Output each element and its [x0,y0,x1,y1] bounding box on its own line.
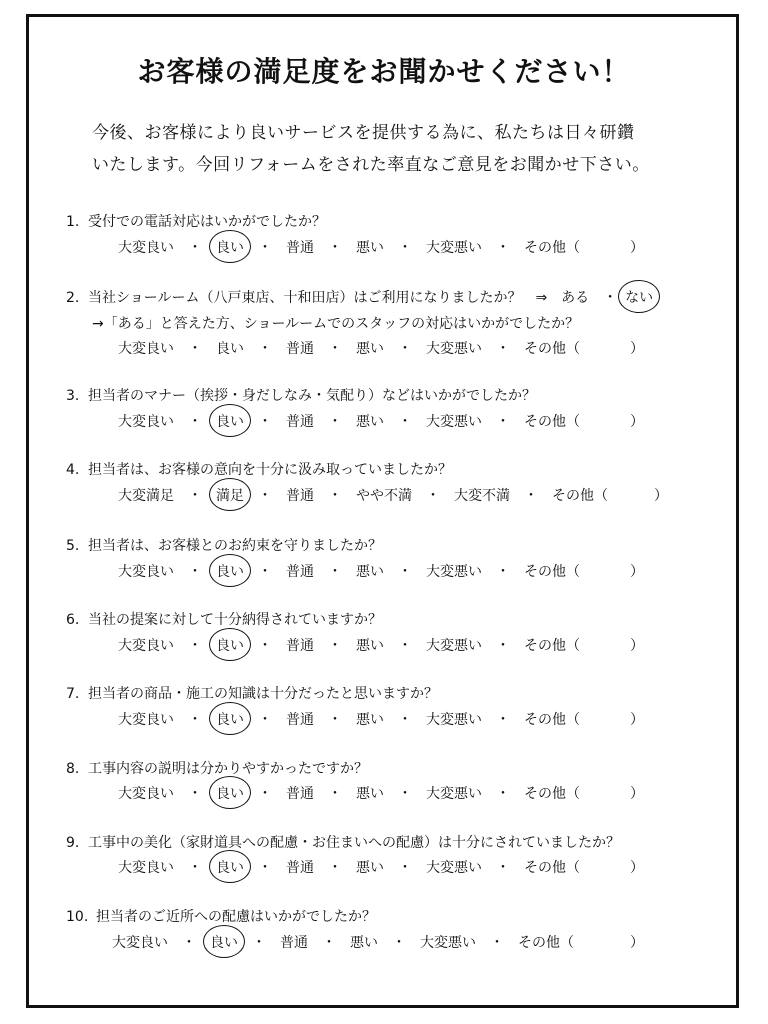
separator: ・ [252,935,266,951]
answer-option[interactable]: 悪い [356,638,384,654]
separator: ・ [398,786,412,802]
separator: ・ [258,786,272,802]
close-paren: ） [630,638,644,654]
question-6 [66,609,382,629]
answer-option[interactable]: 悪い [356,786,384,802]
separator: ・ [398,414,412,430]
question-number: 10. [66,909,89,925]
separator: ・ [188,240,202,256]
answer-option[interactable]: 大変良い [118,638,174,654]
answer-option[interactable]: 大変良い [118,786,174,802]
answer-option[interactable]: やや不満 [356,488,412,504]
question-number: 9. [66,835,80,851]
answer-option[interactable]: 大変良い [112,935,168,951]
answer-option[interactable]: 普通 [286,786,314,802]
question-text: 担当者のご近所への配慮はいかがでしたか？ [96,909,376,925]
answer-options [118,338,580,358]
separator: ・ [398,564,412,580]
question-9 [66,832,620,852]
separator: ・ [322,935,336,951]
answer-option[interactable]: 普通 [286,712,314,728]
answer-option[interactable]: その他（ [518,935,574,951]
answer-option[interactable]: その他（ [524,414,580,430]
answer-option[interactable]: 大変悪い [426,638,482,654]
separator: ・ [398,712,412,728]
answer-option[interactable]: 大変満足 [118,488,174,504]
separator: ・ [490,935,504,951]
answer-option[interactable]: その他（ [524,712,580,728]
answer-option[interactable]: 大変良い [118,414,174,430]
intro-line-1: 今後、お客様により良いサービスを提供する為に、私たちは日々研鑽 [92,123,635,143]
answer-options [118,635,580,655]
close-paren: ） [630,712,644,728]
answer-options [112,932,574,952]
separator: ・ [328,638,342,654]
question-text: 当社の提案に対して十分納得されていますか？ [88,612,382,628]
answer-option[interactable]: その他（ [524,860,580,876]
question-number: 5. [66,538,80,554]
separator: ・ [496,786,510,802]
question-text: 当社ショールーム（八戸東店、十和田店）はご利用になりましたか？ ⇒ ある ・ [88,290,618,306]
answer-options [118,411,580,431]
close-paren: ） [630,860,644,876]
question-followup: →「ある」と答えた方、ショールームでのスタッフの対応はいかがでしたか？ [92,316,580,332]
question-number: 3. [66,388,80,404]
close-paren: ） [630,414,644,430]
answer-options [118,561,580,581]
answer-option[interactable]: 普通 [286,240,314,256]
answer-option[interactable]: 普通 [280,935,308,951]
answer-option-selected[interactable]: 良い [216,635,244,655]
answer-option-selected[interactable]: 良い [210,932,238,952]
answer-option-selected[interactable]: 良い [216,237,244,257]
question-number: 4. [66,462,80,478]
answer-option[interactable]: 悪い [356,564,384,580]
separator: ・ [496,860,510,876]
question-text: 担当者の商品・施工の知識は十分だったと思いますか？ [88,686,438,702]
separator: ・ [426,488,440,504]
close-paren: ） [654,488,668,504]
answer-option[interactable]: 大変不満 [454,488,510,504]
answer-option[interactable]: 悪い [356,240,384,256]
separator: ・ [328,341,342,357]
answer-option[interactable]: 大変悪い [420,935,476,951]
close-paren: ） [630,564,644,580]
answer-option[interactable]: 大変良い [118,240,174,256]
question-5 [66,535,382,555]
question-number: 7. [66,686,80,702]
answer-option[interactable]: 普通 [286,488,314,504]
question-text: 担当者のマナー（挨拶・身だしなみ・気配り）などはいかがでしたか？ [88,388,536,404]
answer-option[interactable]: その他（ [524,564,580,580]
separator: ・ [258,860,272,876]
separator: ・ [258,564,272,580]
separator: ・ [496,414,510,430]
separator: ・ [398,860,412,876]
separator: ・ [496,240,510,256]
question-number: 6. [66,612,80,628]
answer-option[interactable]: 大変悪い [426,341,482,357]
answer-options [118,485,608,505]
question-8 [66,758,368,778]
separator: ・ [258,638,272,654]
answer-option[interactable]: その他（ [524,786,580,802]
answer-option[interactable]: 悪い [356,712,384,728]
separator: ・ [328,488,342,504]
answer-option-selected[interactable]: 良い [216,783,244,803]
answer-option[interactable]: 悪い [350,935,378,951]
separator: ・ [524,488,538,504]
separator: ・ [328,240,342,256]
separator: ・ [258,240,272,256]
answer-option-selected[interactable]: 良い [216,857,244,877]
separator: ・ [398,341,412,357]
separator: ・ [258,488,272,504]
answer-option[interactable]: 普通 [286,414,314,430]
answer-options [118,709,580,729]
answer-option[interactable]: 大変良い [118,564,174,580]
separator: ・ [496,638,510,654]
question-10 [66,906,376,926]
answer-option[interactable]: 大変悪い [426,860,482,876]
close-paren: ） [630,935,644,951]
answer-option[interactable]: 普通 [286,860,314,876]
answer-option[interactable]: 悪い [356,341,384,357]
question-4 [66,459,452,479]
separator: ・ [496,712,510,728]
answer-option[interactable]: 大変悪い [426,786,482,802]
answer-options [118,783,580,803]
answer-option-selected[interactable]: 良い [216,561,244,581]
close-paren: ） [630,240,644,256]
separator: ・ [328,786,342,802]
answer-option[interactable]: その他（ [552,488,608,504]
separator: ・ [328,712,342,728]
separator: ・ [188,488,202,504]
answer-option-selected[interactable]: 良い [216,709,244,729]
separator: ・ [398,638,412,654]
question-number: 1. [66,214,80,230]
answer-option[interactable]: 悪い [356,860,384,876]
answer-option-selected[interactable]: 満足 [216,485,244,505]
page-title: お客様の満足度をお聞かせください！ [137,55,631,88]
separator: ・ [328,564,342,580]
answer-option[interactable]: 大変悪い [426,712,482,728]
separator: ・ [188,860,202,876]
question-number: 2. [66,290,80,306]
answer-option[interactable]: 悪い [356,414,384,430]
answer-options [118,237,580,257]
intro-line-2: いたします。今回リフォームをされた率直なご意見をお聞かせ下さい。 [92,155,650,175]
answer-option[interactable]: 大変悪い [426,564,482,580]
separator: ・ [188,638,202,654]
question-3 [66,385,536,405]
answer-option[interactable]: 大変良い [118,341,174,357]
separator: ・ [328,860,342,876]
answer-option[interactable]: その他（ [524,341,580,357]
answer-option[interactable]: 良い [216,341,244,357]
separator: ・ [392,935,406,951]
answer-options [118,857,580,877]
separator: ・ [188,341,202,357]
separator: ・ [258,414,272,430]
close-paren: ） [630,341,644,357]
choice-selected[interactable]: ない [625,287,653,307]
question-text: 工事中の美化（家財道具への配慮・お住まいへの配慮）は十分にされていましたか？ [88,835,620,851]
separator: ・ [188,786,202,802]
separator: ・ [398,240,412,256]
separator: ・ [182,935,196,951]
question-text: 担当者は、お客様とのお約束を守りましたか？ [88,538,382,554]
answer-option[interactable]: 普通 [286,341,314,357]
separator: ・ [188,414,202,430]
answer-option[interactable]: 普通 [286,564,314,580]
separator: ・ [328,414,342,430]
separator: ・ [188,564,202,580]
answer-option[interactable]: 大変悪い [426,414,482,430]
answer-option[interactable]: その他（ [524,638,580,654]
answer-option[interactable]: 普通 [286,638,314,654]
question-text: 担当者は、お客様の意向を十分に汲み取っていましたか？ [88,462,452,478]
question-2 [66,287,653,307]
question-text: 工事内容の説明は分かりやすかったですか？ [88,761,368,777]
answer-option[interactable]: その他（ [524,240,580,256]
question-number: 8. [66,761,80,777]
separator: ・ [496,564,510,580]
question-7 [66,683,438,703]
answer-option[interactable]: 大変良い [118,860,174,876]
answer-option[interactable]: 大変悪い [426,240,482,256]
separator: ・ [188,712,202,728]
answer-option-selected[interactable]: 良い [216,411,244,431]
question-text: 受付での電話対応はいかがでしたか？ [88,214,326,230]
close-paren: ） [630,786,644,802]
separator: ・ [496,341,510,357]
separator: ・ [258,341,272,357]
separator: ・ [258,712,272,728]
answer-option[interactable]: 大変良い [118,712,174,728]
question-1 [66,211,326,231]
